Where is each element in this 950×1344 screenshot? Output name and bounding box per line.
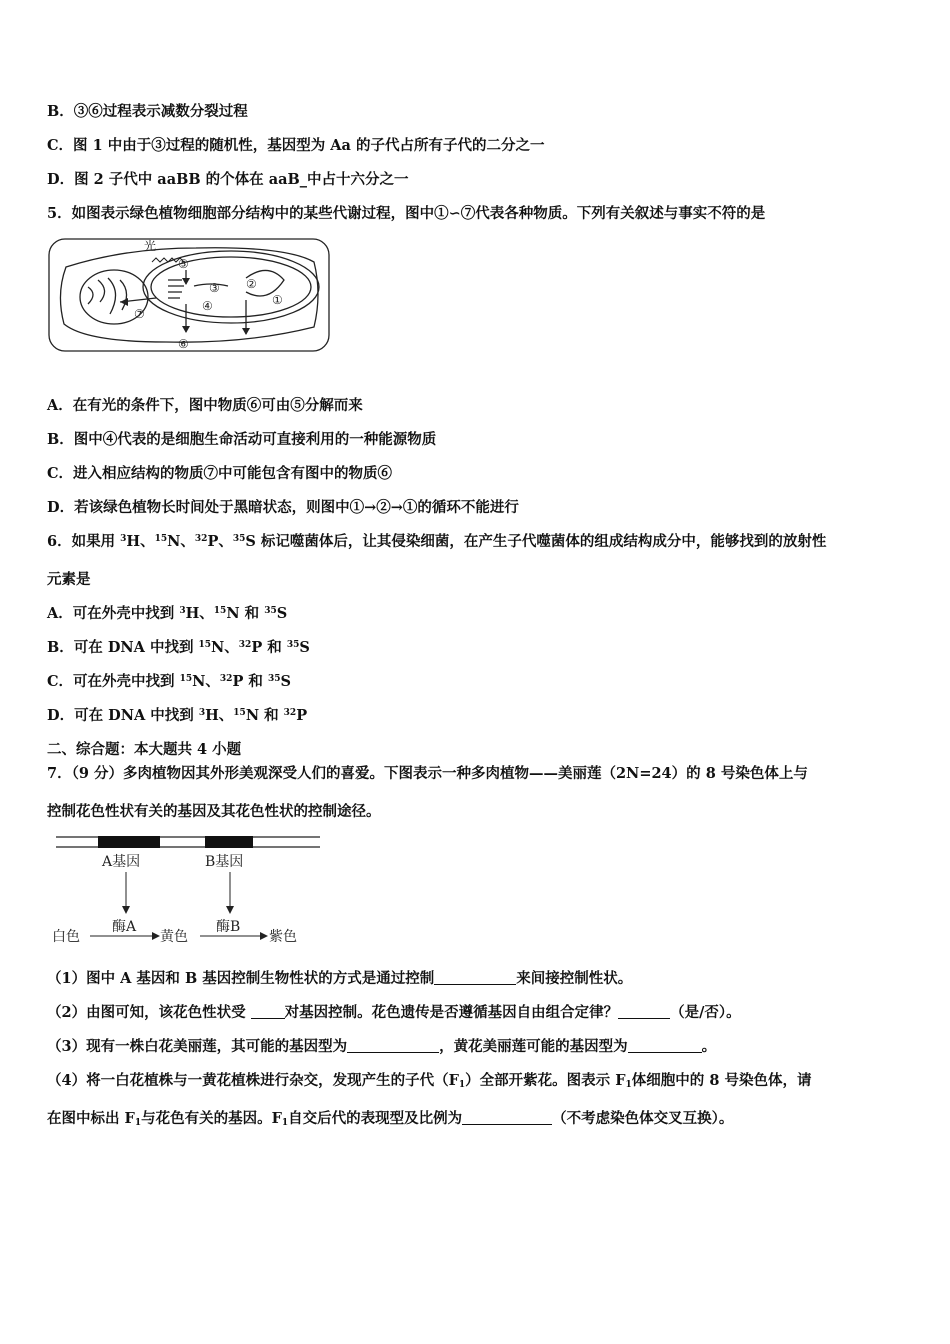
gene-a-block — [98, 836, 160, 848]
gene-b-label: B基因 — [205, 854, 244, 870]
q7-part2: （2）由图可知，该花色性状受 对基因控制。花色遗传是否遵循基因自由组合定律？ （是/否）。 — [47, 1004, 741, 1021]
q6-option-c: C．可在外壳中找到 $^{15}$N、$^{32}$P 和 $^{35}$S — [47, 673, 291, 690]
marker-1: ① — [272, 293, 283, 307]
gene-a-label: A基因 — [102, 854, 141, 870]
plant-cell-metabolism-diagram — [46, 232, 341, 362]
answer-blank[interactable] — [434, 970, 516, 985]
marker-3: ③ — [209, 281, 220, 295]
q7-part4: （4）将一白花植株与一黄花植株进行杂交，发现产生的子代$(F_1)$全部开紫花。图表示 $F_1$体细胞中的 8 号染色体，请 — [47, 1072, 812, 1090]
q5-option-d: D．若该绿色植物长时间处于黑暗状态，则图中①→②→①的循环不能进行 — [47, 499, 519, 516]
q5-stem: 5．如图表示绿色植物细胞部分结构中的某些代谢过程，图中①∽⑦代表各种物质。下列有关叙述与事实不符的是 — [47, 205, 766, 222]
q4-option-d: D．图 2 子代中 aaBB 的个体在 aaB_中占十六分之一 — [47, 171, 409, 188]
answer-blank[interactable] — [628, 1038, 702, 1053]
flower-color-pathway-diagram — [50, 830, 320, 950]
marker-5: ⑤ — [178, 257, 189, 271]
white-label: 白色 — [52, 929, 80, 945]
marker-4: ④ — [202, 299, 213, 313]
mitochondrion-cristae — [88, 278, 127, 314]
answer-blank[interactable] — [347, 1038, 439, 1053]
q7-stem: 7．（9 分）多肉植物因其外形美观深受人们的喜爱。下图表示一种多肉植物——美丽莲（2N=24）的 8 号染色体上与 — [47, 765, 808, 782]
light-label: 光 — [144, 239, 157, 253]
q7-part1: （1）图中 A 基因和 B 基因控制生物性状的方式是通过控制 来间接控制性状。 — [47, 970, 633, 987]
q7-part3: （3）现有一株白花美丽莲，其可能的基因型为 ，黄花美丽莲可能的基因型为 。 — [47, 1038, 717, 1055]
q7-part4-cont: 在图中标出 $F_1$与花色有关的基因。$F_1$自交后代的表现型及比例为 （不考虑染色体交叉互换）。 — [47, 1110, 734, 1128]
chloroplast-outer — [143, 251, 319, 323]
section-heading: 二、综合题：本大题共 4 小题 — [47, 741, 242, 758]
q4-option-b: B．③⑥过程表示减数分裂过程 — [47, 103, 248, 120]
q6-stem: 6．如果用 $^3$H、$^{15}$N、$^{32}$P、$^{35}$S 标记噬菌体后，让其侵染细菌，在产生子代噬菌体的组成结构成分中，能够找到的放射性 — [47, 533, 827, 550]
thylakoid-stack — [168, 280, 184, 298]
gene-b-block — [205, 836, 253, 848]
answer-blank[interactable] — [618, 1004, 670, 1019]
marker-2: ② — [246, 277, 257, 291]
q6-option-d: D．可在 DNA 中找到 $^3$H、$^{15}$N 和 $^{32}$P — [47, 707, 308, 724]
q5-option-c: C．进入相应结构的物质⑦中可能包含有图中的物质⑥ — [47, 465, 393, 482]
q4-option-c: C．图 1 中由于③过程的随机性，基因型为 Aa 的子代占所有子代的二分之一 — [47, 137, 545, 154]
q6-option-a: A．可在外壳中找到 $^3$H、$^{15}$N 和 $^{35}$S — [47, 605, 288, 622]
answer-blank[interactable] — [251, 1004, 285, 1019]
enzyme-a-label: 酶A — [112, 919, 137, 935]
marker-6: ⑥ — [178, 337, 189, 351]
yellow-label: 黄色 — [160, 929, 188, 945]
enzyme-b-label: 酶B — [216, 919, 241, 935]
q6-option-b: B．可在 DNA 中找到 $^{15}$N、$^{32}$P 和 $^{35}$S — [47, 639, 310, 656]
answer-blank[interactable] — [462, 1110, 552, 1125]
purple-label: 紫色 — [269, 929, 297, 945]
q7-stem-cont: 控制花色性状有关的基因及其花色性状的控制途径。 — [47, 803, 381, 820]
chloroplast-inner — [151, 257, 311, 317]
q5-option-b: B．图中④代表的是细胞生命活动可直接利用的一种能源物质 — [47, 431, 437, 448]
marker-7: ⑦ — [134, 307, 145, 321]
q6-stem-cont: 元素是 — [47, 571, 91, 588]
q5-option-a: A．在有光的条件下，图中物质⑥可由⑤分解而来 — [47, 397, 363, 414]
